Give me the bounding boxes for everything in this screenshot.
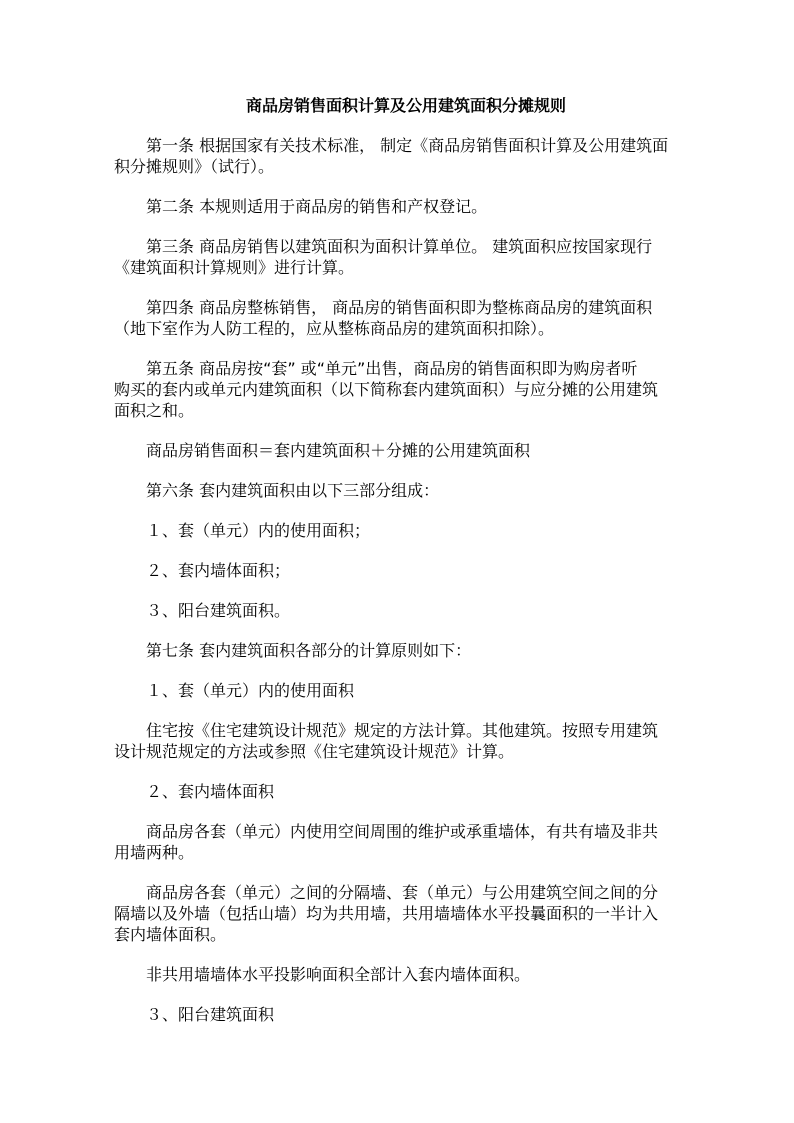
paragraph-article-7-item-2: [114, 781, 698, 802]
document-body: [114, 135, 698, 1025]
paragraph-line: 第五条 商品房按“套” 或“单元”出售，商品房的销售面积即为购房者听: [146, 359, 638, 378]
document-title: 商品房销售面积计算及公用建筑面积分摊规则: [245, 96, 566, 115]
paragraph-article-6: [114, 480, 698, 501]
paragraph-line: １、套（单元）内的使用面积: [146, 681, 355, 700]
paragraph-sales-area-formula: [114, 440, 698, 461]
paragraph-article-2: [114, 196, 698, 217]
paragraph-article-7-item-3: [114, 1004, 698, 1025]
paragraph-article-6-item-3: [114, 600, 698, 621]
paragraph-line: 第二条 本规则适用于商品房的销售和产权登记。: [146, 197, 488, 216]
paragraph-line: 《建筑面积计算规则》进行计算。: [114, 258, 355, 277]
paragraph-line: 购买的套内或单元内建筑面积（以下简称套内建筑面积）与应分摊的公用建筑: [114, 380, 659, 399]
paragraph-article-7-item-1: [114, 680, 698, 701]
paragraph-article-3: [114, 236, 698, 278]
paragraph-line: 商品房各套（单元）之间的分隔墙、套（单元）与公用建筑空间之间的分: [146, 883, 659, 902]
paragraph-item-1-detail: [114, 720, 698, 762]
paragraph-line: 商品房各套（单元）内使用空间周围的维护或承重墙体，有共有墙及非共: [146, 822, 659, 841]
paragraph-line: １、套（单元）内的使用面积；: [146, 521, 371, 540]
paragraph-line: 面积之和。: [114, 401, 195, 420]
paragraph-line: 非共用墙墙体水平投影响面积全部计入套内墙体面积。: [146, 965, 531, 984]
paragraph-line: ３、阳台建筑面积: [146, 1005, 275, 1024]
paragraph-article-7: [114, 640, 698, 661]
paragraph-line: ２、套内墙体面积；: [146, 561, 291, 580]
paragraph-line: 套内墙体面积。: [114, 925, 227, 944]
paragraph-line: 第三条 商品房销售以建筑面积为面积计算单位。 建筑面积应按国家现行: [146, 237, 653, 256]
paragraph-line: 用墙两种。: [114, 843, 195, 862]
paragraph-item-2-detail-1: [114, 821, 698, 863]
paragraph-article-1: [114, 135, 698, 177]
paragraph-line: 第一条 根据国家有关技术标准， 制定《商品房销售面积计算及公用建筑面: [146, 136, 669, 155]
paragraph-article-6-item-2: [114, 560, 698, 581]
paragraph-line: 隔墙以及外墙（包括山墙）均为共用墙，共用墙墙体水平投曩面积的一半计入: [114, 904, 659, 923]
paragraph-line: ２、套内墙体面积: [146, 782, 275, 801]
paragraph-item-2-detail-3: [114, 964, 698, 985]
paragraph-line: 积分摊规则》（试行）。: [114, 157, 275, 176]
paragraph-line: 第四条 商品房整栋销售， 商品房的销售面积即为整栋商品房的建筑面积: [146, 298, 653, 317]
paragraph-line: 第六条 套内建筑面积由以下三部分组成：: [146, 481, 440, 500]
paragraph-line: 第七条 套内建筑面积各部分的计算原则如下：: [146, 641, 472, 660]
paragraph-line: 商品房销售面积＝套内建筑面积＋分摊的公用建筑面积: [146, 441, 531, 460]
paragraph-article-6-item-1: [114, 520, 698, 541]
paragraph-line: 住宅按《住宅建筑设计规范》规定的方法计算。其他建筑。按照专用建筑: [146, 721, 659, 740]
paragraph-article-5: [114, 358, 698, 421]
paragraph-line: ３、阳台建筑面积。: [146, 601, 291, 620]
paragraph-item-2-detail-2: [114, 882, 698, 945]
paragraph-article-4: [114, 297, 698, 339]
paragraph-line: （地下室作为人防工程的，应从整栋商品房的建筑面积扣除）。: [114, 319, 555, 338]
paragraph-line: 设计规范规定的方法或参照《住宅建筑设计规范》计算。: [114, 742, 515, 761]
